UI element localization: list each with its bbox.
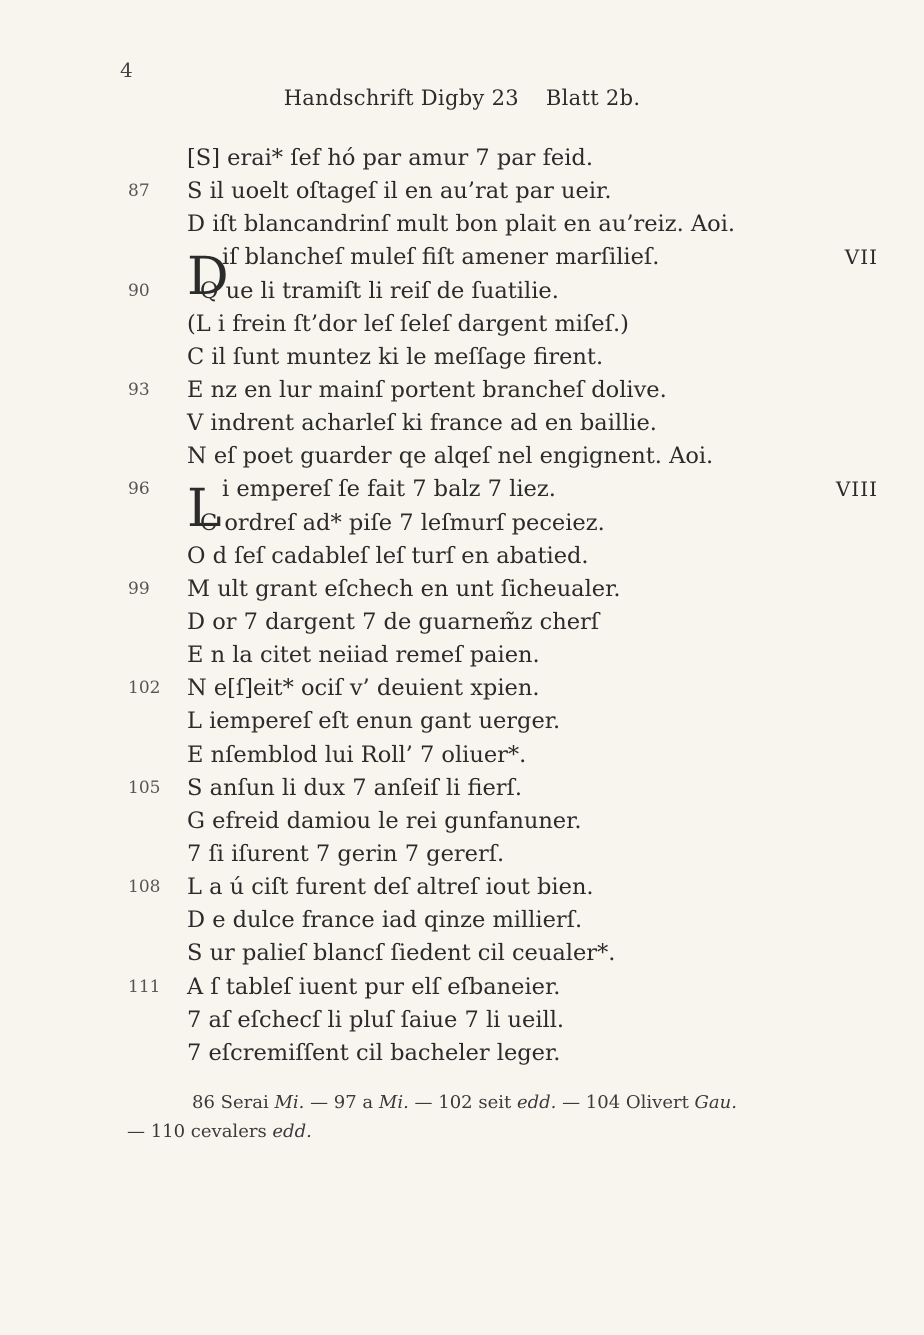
line-number: 108 — [128, 877, 161, 898]
note-line-2-text — [127, 1119, 312, 1145]
verse-text: C il ſunt muntez ki le meſſage firent. — [187, 343, 604, 370]
verse-line — [0, 904, 924, 937]
verse-text: M ult grant eſchech en unt ſicheualer. — [187, 575, 621, 602]
running-head — [0, 86, 924, 110]
verse-text: S il uoelt oſtageſ il en au’rat par ueir. — [187, 178, 612, 205]
verse-text: E n la citet neiiad remeſ paien. — [187, 642, 540, 669]
verse-line — [0, 341, 924, 374]
verse-line — [0, 308, 924, 341]
line-number: 87 — [128, 181, 150, 202]
verse-line — [0, 672, 924, 705]
laisse-number: VIII — [835, 477, 878, 502]
verse-text: V indrent acharleſ ki france ad en baillie. — [187, 410, 657, 437]
verse-line — [0, 407, 924, 440]
verse-text: D iſt blancandrinſ mult bon plait en au’reiz. Aoi. — [187, 211, 736, 238]
decorated-initial: D — [187, 247, 229, 308]
verse-text: N eſ poet guarder qe alqeſ nel engignent. Aoi. — [187, 443, 714, 470]
verse-line — [0, 175, 924, 208]
verse-text: S anſun li dux 7 anſeiſ li fierſ. — [187, 774, 523, 801]
line-number: 99 — [128, 578, 150, 599]
verse-text: iſ blancheſ muleſ fiſt amener marſiliеſ. — [222, 244, 660, 271]
verse-text: A ſ tableſ iuent pur elſ eſbaneier. — [187, 973, 561, 1000]
note-text: — 97 a — [304, 1092, 379, 1113]
verse-line — [0, 540, 924, 573]
verse-line — [0, 208, 924, 241]
verse-line — [0, 1037, 924, 1070]
verse-text: N e[ſ]eit* ociſ v’ deuient xpien. — [187, 675, 540, 702]
verse-text: 7 eſcremiſſent cil bacheler leger. — [187, 1039, 561, 1066]
verse-text: [S] erai* ſef hó par amur 7 par feid. — [187, 145, 593, 171]
siglum: Mi. — [274, 1092, 305, 1113]
running-head-folio: Blatt 2b. — [545, 86, 641, 110]
laisse-number: VII — [844, 245, 878, 270]
verse-text: E nſemblod lui Roll’ 7 oliuer*. — [187, 741, 527, 768]
verse-line — [0, 573, 924, 606]
verse-line — [0, 705, 924, 738]
note-line-1 — [0, 1090, 924, 1119]
note-line-2 — [0, 1119, 924, 1148]
line-number: 105 — [128, 777, 161, 798]
verse-text: i empereſ ſe fait 7 balz 7 liez. — [222, 476, 556, 503]
verse-line — [0, 838, 924, 871]
verse-line — [0, 805, 924, 838]
verse-text: 7 aſ eſcheсſ li pluſ ſaiue 7 li ueill. — [187, 1006, 565, 1033]
line-number: 102 — [128, 678, 161, 699]
apparatus-notes — [0, 1090, 924, 1148]
siglum: edd. — [272, 1121, 312, 1142]
verse-line — [0, 142, 924, 175]
verse-text: (L i frein ſt’dor leſ ſeleſ dargent miſeſ.) — [187, 310, 629, 337]
note-text: — 104 Olivert — [556, 1092, 695, 1113]
note-text: — 102 seit — [408, 1092, 517, 1113]
verse-line — [0, 639, 924, 672]
page-number: 4 — [120, 58, 133, 82]
note-text: 86 Serai — [192, 1092, 275, 1113]
siglum: edd. — [516, 1092, 557, 1113]
verse-text: C ordreſ ad* piſe 7 leſmurſ peceiez. — [200, 509, 605, 536]
verse-text: D e dulce france iad qinze milliеrſ. — [187, 907, 583, 934]
line-number: 90 — [128, 280, 150, 301]
verse-text: Q ue li tramiſt li reiſ de ſuatilie. — [200, 277, 559, 304]
siglum: Gau. — [694, 1092, 737, 1113]
verse-line — [0, 739, 924, 772]
verse-line — [0, 772, 924, 805]
verse-line — [0, 937, 924, 970]
line-number: 111 — [128, 976, 161, 997]
siglum: Mi. — [378, 1092, 409, 1113]
verse-line — [0, 1004, 924, 1037]
verse-text: E nz en lur mainſ portent brancheſ dolive. — [187, 376, 667, 403]
verse-line — [0, 507, 924, 540]
verse-list — [0, 142, 924, 1070]
verse-line — [0, 275, 924, 308]
line-number: 93 — [128, 379, 150, 400]
verse-text: D or 7 dargent 7 de guarnem̃z cherſ — [187, 608, 600, 635]
decorated-initial: L — [187, 479, 222, 540]
verse-line — [0, 606, 924, 639]
verse-text: O d ſeſ cadableſ leſ turſ en abatied. — [187, 542, 589, 569]
verse-text: L a ú ciſt furent deſ altreſ iout bien. — [187, 874, 594, 901]
verse-line — [0, 971, 924, 1004]
verse-text: S ur palieſ blancſ ſiedent cil ceualer*. — [187, 940, 616, 967]
verse-text: 7 ſi iſurent 7 gerin 7 gererſ. — [187, 840, 505, 867]
verse-text: L iempereſ eſt enun gant uerger. — [187, 708, 561, 735]
verse-text: G efreid damiou le rei gunfanuner. — [187, 807, 582, 834]
note-line-1-text — [192, 1090, 737, 1116]
running-head-source: Handschrift Digby 23 — [283, 86, 519, 110]
verse-line — [0, 871, 924, 904]
verse-line — [0, 440, 924, 473]
line-number: 96 — [128, 479, 150, 500]
note-text: — 110 cevalers — [127, 1121, 273, 1142]
verse-line — [0, 374, 924, 407]
